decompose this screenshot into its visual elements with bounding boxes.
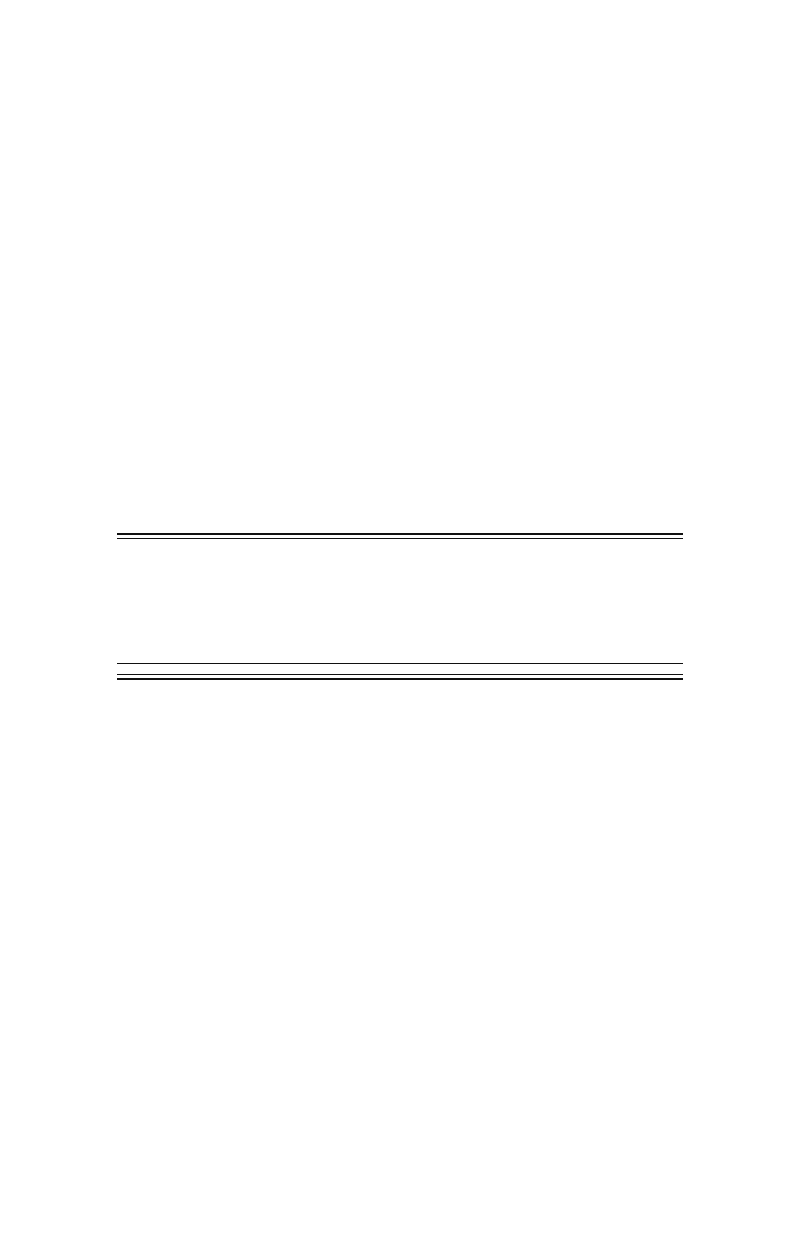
- header-blank: [117, 539, 683, 664]
- mortality-table: [117, 533, 683, 680]
- table-bottom-rule: [117, 674, 683, 680]
